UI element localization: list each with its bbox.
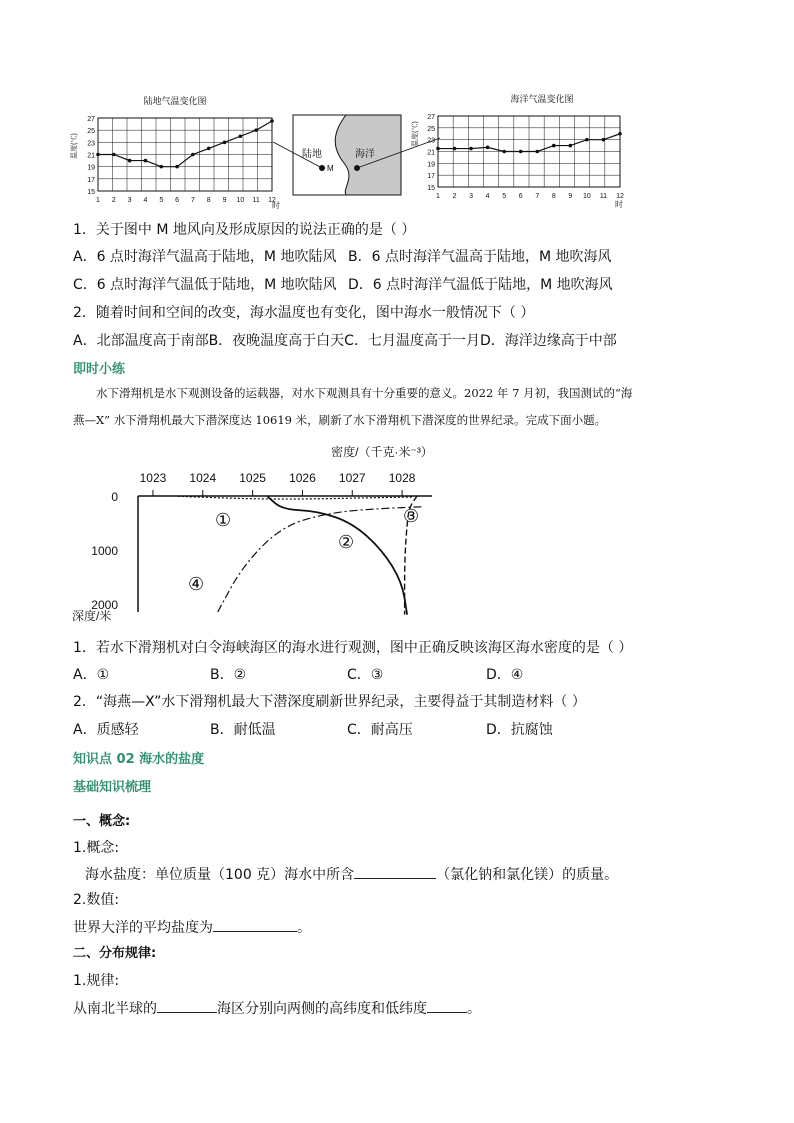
concept-blank[interactable]	[354, 864, 436, 879]
q4-option-d[interactable]: D．抗腐蚀	[486, 722, 553, 738]
land-point	[191, 153, 195, 157]
land-point	[270, 119, 274, 123]
land-ytick: 15	[87, 189, 95, 196]
land-point	[128, 159, 132, 163]
sea-point	[519, 150, 523, 154]
sea-ytick: 21	[427, 149, 435, 157]
value-post: 。	[297, 920, 311, 936]
figure-density	[70, 440, 450, 630]
sea-chart-xlabel: 时	[615, 200, 623, 209]
sea-chart-yticks	[427, 114, 435, 192]
density-curve-label-3: ③	[403, 506, 420, 526]
rule-blank-2[interactable]	[427, 998, 467, 1013]
q4-option-b[interactable]: B．耐低温	[210, 722, 276, 738]
density-curve-4	[218, 507, 422, 612]
density-curve-label-4: ④	[188, 574, 205, 594]
land-chart-ylabel: 温度(℃)	[71, 133, 78, 159]
land-point	[175, 165, 179, 169]
q4-stem: 2．“海燕—X”水下滑翔机最大下潜深度刷新世界纪录，主要得益于其制造材料（ ）	[73, 694, 586, 710]
sea-xtick: 8	[551, 193, 556, 200]
land-ytick: 17	[87, 176, 95, 184]
density-ylabel: 深度/米	[72, 609, 112, 623]
sea-xtick: 11	[599, 193, 608, 200]
sea-xtick: 2	[452, 193, 457, 200]
rule-line	[73, 998, 481, 1019]
land-point	[96, 153, 100, 157]
density-ytick: 0	[111, 490, 118, 504]
q1-option-b[interactable]: B．6 点时海洋气温高于陆地，M 地吹海风	[348, 249, 612, 265]
q1-stem: 1．关于图中 M 地风向及形成原因的说法正确的是（ ）	[73, 222, 416, 238]
section-concept: 一、概念:	[73, 814, 131, 829]
value-blank[interactable]	[213, 917, 297, 932]
land-ytick: 21	[87, 152, 95, 160]
knowledge-heading: 知识点 02 海水的盐度	[73, 752, 205, 767]
land-xtick: 4	[143, 197, 148, 204]
land-chart-xlabel: 时	[272, 201, 280, 210]
land-xtick: 5	[159, 197, 164, 204]
sea-point	[436, 147, 440, 151]
density-title: 密度/（千克·米⁻³）	[331, 445, 433, 459]
concept-line	[85, 864, 618, 885]
sea-ytick: 19	[427, 161, 435, 169]
density-yticks	[91, 490, 118, 612]
sea-xtick: 7	[535, 193, 540, 200]
passage-line-2: 燕—X” 水下滑翔机最大下潜深度达 10619 米，刷新了水下滑翔机下潜深度的世界纪录。完成下面小题。	[73, 413, 607, 427]
sea-point	[602, 138, 606, 142]
density-xtick: 1027	[338, 471, 366, 485]
sea-chart-ylabel: 温度(℃)	[412, 121, 419, 147]
density-xtick: 1028	[388, 471, 416, 485]
sea-point	[569, 144, 573, 148]
land-ytick: 27	[87, 116, 95, 123]
concept-pre: 海水盐度：单位质量（100 克）海水中所含	[85, 867, 355, 883]
sea-xtick: 9	[568, 193, 573, 200]
value-line	[73, 917, 311, 938]
sea-point	[502, 150, 506, 154]
map-land-label: 陆地	[302, 149, 322, 160]
q2-stem: 2．随着时间和空间的改变，海水温度也有变化，图中海水一般情况下（ ）	[73, 305, 535, 321]
land-chart-xticks	[96, 197, 276, 204]
practice-heading: 即时小练	[73, 362, 126, 377]
sea-chart-xticks	[436, 193, 624, 200]
sea-xtick: 5	[502, 193, 507, 200]
figure-temperature	[70, 88, 630, 210]
q1-option-a[interactable]: A．6 点时海洋气温高于陆地，M 地吹陆风	[73, 249, 337, 265]
sea-point	[453, 147, 457, 151]
sea-point	[585, 138, 589, 142]
land-xtick: 7	[190, 197, 195, 204]
q2-options[interactable]: A．北部温度高于南部B．夜晚温度高于白天C．七月温度高于一月D．海洋边缘高于中部	[73, 333, 617, 349]
sea-point	[469, 147, 473, 151]
concept-post: （氯化钠和氯化镁）的质量。	[436, 867, 619, 883]
land-point	[254, 128, 258, 132]
sea-xtick: 4	[485, 193, 490, 200]
sea-ytick: 27	[427, 114, 435, 121]
q3-option-c[interactable]: C．③	[347, 667, 384, 683]
land-xtick: 8	[206, 197, 211, 204]
sub-value: 2.数值:	[73, 892, 120, 908]
density-xtick: 1024	[189, 471, 217, 485]
land-xtick: 2	[111, 197, 116, 204]
density-xtick-marks	[153, 490, 402, 496]
q3-option-b[interactable]: B．②	[210, 667, 247, 683]
sea-ytick: 23	[427, 137, 435, 145]
land-chart-title: 陆地气温变化图	[143, 96, 207, 106]
land-chart-yticks	[87, 116, 95, 196]
density-xticks	[140, 471, 416, 485]
density-curve-label-1: ①	[215, 510, 232, 530]
land-xtick: 1	[96, 197, 100, 204]
density-ytick: 2000	[91, 597, 118, 612]
q3-stem: 1．若水下滑翔机对白令海峡海区的海水进行观测，图中正确反映该海区海水密度的是（ ）	[73, 640, 633, 656]
sea-chart-title: 海洋气温变化图	[510, 94, 574, 104]
sea-point	[552, 144, 556, 148]
sub-rule: 1.规律:	[73, 973, 120, 989]
land-point	[112, 153, 116, 157]
land-ytick: 23	[87, 140, 95, 148]
map-sea-label: 海洋	[355, 149, 375, 160]
rule-blank-1[interactable]	[157, 998, 217, 1013]
land-point	[144, 159, 148, 163]
density-ytick: 1000	[91, 543, 118, 558]
land-xtick: 3	[127, 197, 132, 204]
section-distribution: 二、分布规律:	[73, 946, 157, 961]
land-xtick: 9	[222, 197, 227, 204]
rule-pre: 从南北半球的	[73, 1001, 157, 1017]
sea-xtick: 12	[616, 193, 624, 200]
land-ytick: 25	[87, 128, 95, 136]
sea-point	[486, 146, 490, 150]
density-curve-2	[268, 497, 408, 615]
sea-xtick: 3	[469, 193, 474, 200]
figure-density-svg	[70, 440, 450, 630]
sea-xtick: 10	[583, 193, 591, 200]
figure-temperature-svg	[70, 88, 630, 210]
density-xtick: 1025	[239, 471, 266, 485]
land-chart-grid	[98, 118, 272, 191]
sea-xtick: 1	[436, 193, 440, 200]
sea-xtick: 6	[518, 193, 523, 200]
sub-concept: 1.概念:	[73, 840, 120, 856]
sea-ytick: 17	[427, 173, 435, 181]
land-point	[207, 147, 211, 151]
rule-post: 。	[467, 1001, 481, 1017]
land-point	[239, 134, 243, 138]
land-xtick: 10	[236, 197, 245, 204]
sea-point	[618, 132, 622, 136]
land-ytick: 19	[87, 164, 95, 172]
land-point	[159, 165, 163, 169]
map-point-label: M	[327, 164, 334, 173]
land-xtick: 6	[175, 197, 180, 204]
sea-ytick: 25	[427, 125, 435, 133]
land-point	[223, 141, 227, 145]
q4-option-c[interactable]: C．耐高压	[347, 722, 413, 738]
q1-option-d[interactable]: D．6 点时海洋气温低于陆地，M 地吹海风	[348, 277, 613, 293]
value-pre: 世界大洋的平均盐度为	[73, 920, 213, 936]
rule-mid: 海区分别向两侧的高纬度和低纬度	[217, 1001, 427, 1017]
sea-point	[535, 150, 539, 154]
q3-option-a[interactable]: A．①	[73, 667, 110, 683]
density-xtick: 1026	[289, 471, 316, 485]
passage-line-1: 水下滑翔机是水下观测设备的运载器，对水下观测具有十分重要的意义。2022 年 7 月初，我国测试的“海	[96, 386, 633, 400]
land-xtick: 11	[252, 197, 260, 204]
land-xtick: 12	[268, 197, 276, 204]
density-xtick: 1023	[139, 471, 167, 485]
q4-option-a[interactable]: A．质感轻	[73, 722, 139, 738]
knowledge-subheading: 基础知识梳理	[73, 780, 152, 795]
sea-ytick: 15	[427, 185, 435, 192]
q1-option-c[interactable]: C．6 点时海洋气温低于陆地，M 地吹陆风	[73, 277, 337, 293]
q3-option-d[interactable]: D．④	[486, 667, 524, 683]
density-curve-label-2: ②	[338, 532, 355, 552]
